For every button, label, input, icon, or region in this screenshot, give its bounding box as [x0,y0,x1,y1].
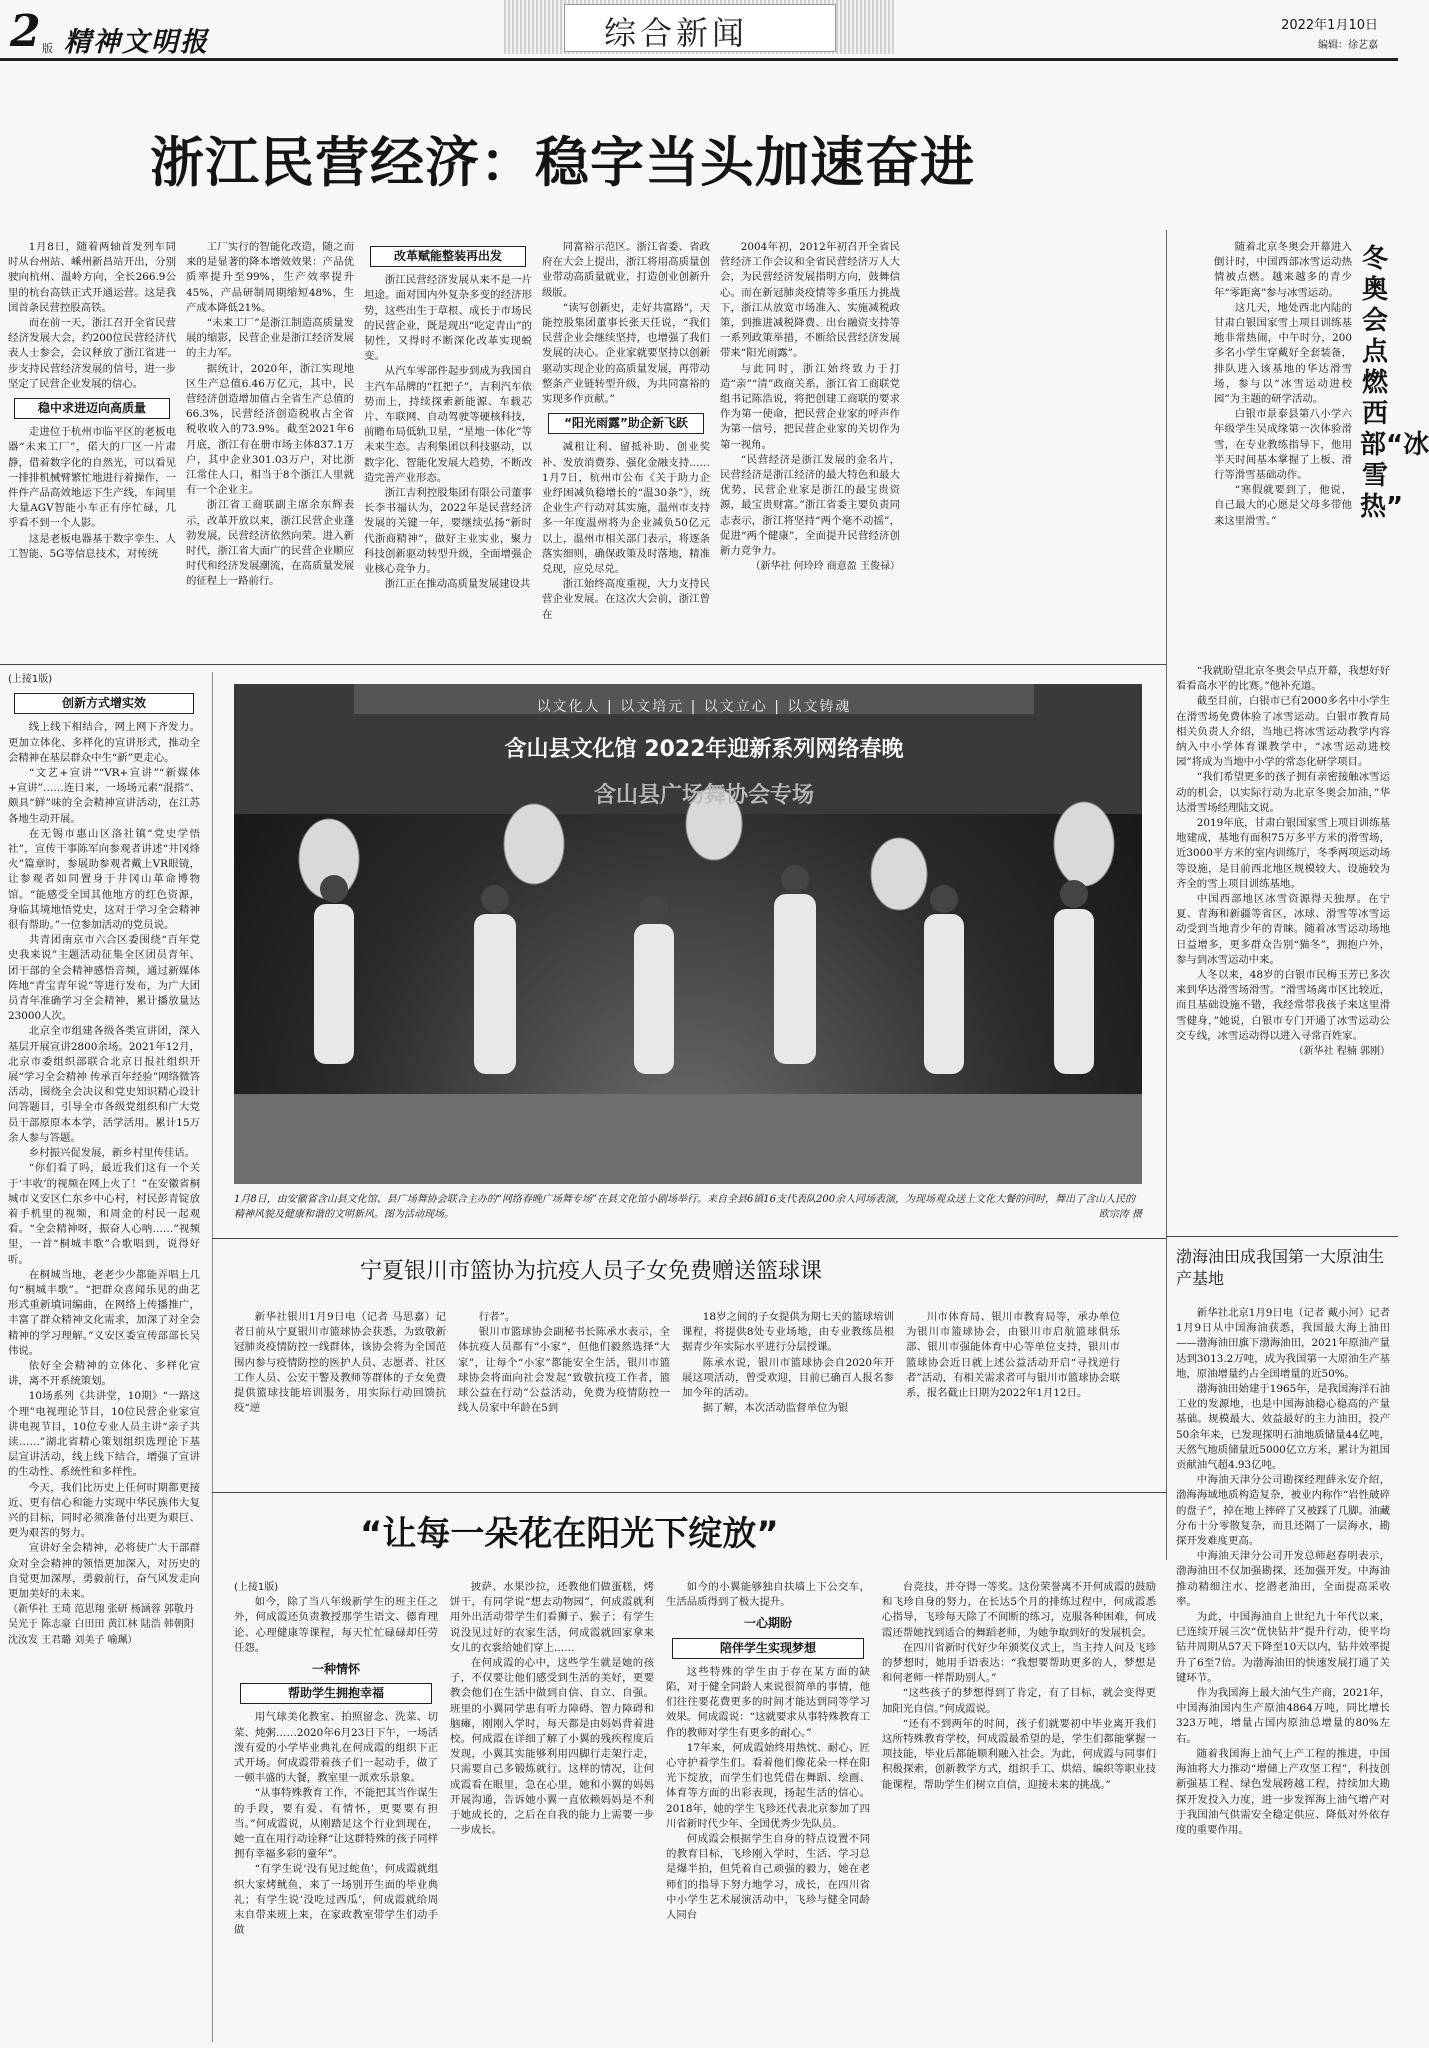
issue-date: 2022年1月10日 [1281,18,1378,33]
flower-column-2: 披萨、水果沙拉，还教他们做蛋糕，烤饼干，有同学说“想去动物园”，何成霞就利用外出活动带学生们看狮子、猴子；有学生说没见过好的农家生活，何成霞就回家拿来女儿的衣裳给她们穿上…… 在何成霞的心中，这些学生就是她的孩子，不仅要让他们感受到生活的美好，更要教会他们在生活中做到自信、自立、自强。班里的小翼同学患有听力障碍、智力障碍和脑瘫，刚刚入学时，每天都是由妈妈背着进校。何成霞在详细了解了小翼的残疾程度后发现，小翼其实能够利用四脚行走架行走，只需要自己多锻炼就行。这样的情况，让何成霞看在眼里，急在心里，她和小翼的妈妈开展沟通，告诉她小翼一直依赖妈妈是不利于她成长的，之后在自我的能力上需要一步一步成长。 [450,1581,654,1837]
flower-subhead-2-pre: 一心期盼 [743,1616,792,1631]
flower-column-4: 台竞技，并夺得一等奖。这份荣誉离不开何成霞的鼓励和飞珍自身的努力，在长达5个月的排练过程中，何成霞悉心指导，飞珍每天除了不间断的练习，克服各种困难，何成霞还帮她找到适合的舞蹈老师，为她争取到好的发展机会。 在四川省新时代好少年颁奖仪式上，当主持人问及飞珍的梦想时，她用手语表达：“我想要帮助更多的人，梦想是和何老师一样帮助别人。” “这些孩子的梦想得到了肯定，有了目标，就会变得更加阳光自信。”何成霞说。 “还有不到两年的时间，孩子们就要初中毕业离开我们这所特殊教育学校，何成霞最希望的是，学生们都能掌握一项技能，毕业后都能顺利融入社会。为此，何成霞与同事们积极探索，创新教学方式，组织手工、烘焙、编织等职业技能课程，帮助学生们树立自信，迎接未来的挑战。” [882,1581,1156,1791]
page-number: 2 [10,6,41,57]
flower-column-1: (上接1版) 如今，除了当八年级新学生的班主任之外，何成霞还负责教授那学生语文、德育理论、心理健康等课程，每天忙忙碌碌却任劳任怨。 一种情怀 帮助学生拥抱幸福 用气球美化教室、拍照留念、洗菜、切菜、炖粥……2020年6月23日下午，一场活泼有爱的小学毕业典礼在何成霞的组织下正式开场。何成霞带着孩子们一起动手，做了一顿丰盛的大餐，教室里一派欢乐景象。 “从事特殊教育工作，不能把其当作谋生的手段，要有爱、有情怀，更要要有担当。”何成霞说，从刚踏足这个行业到现在，她一直在用行动诠释“让这群特殊的孩子同样拥有幸福多彩的童年”。 “有学生说‘没有见过蛇鱼’，何成霞就组织大家烤鱿鱼，来了一场别开生面的毕业典礼；有学生说‘没吃过西瓜’，何成霞就给周末自带来班上来，在家政教室带学生们动手做 [234,1582,438,1937]
flower-headline: “让每一朵花在阳光下绽放” [360,1514,779,1554]
section-title: 综合新闻 [604,14,749,52]
oilfield-column: 新华社北京1月9日电（记者 戴小河）记者1月9日从中国海油获悉，我国最大海上油田——渤海油田旗下渤海油田，2021年原油产量达到3013.2万吨，成为我国第一大原油生产基地，原油增量约占全国增量的近50%。 渤海油田始建于1965年，是我国海洋石油工业的发源地，也是中国海油稳心稳高的产量基础。规模最大、效益最好的主力油田，投产50余年来，已发现探明石油地质储量44亿吨，天然气地质储量近5000亿立方米，累计为祖国贡献油气超4.93亿吨。 中海油天津分公司勘探经理薛永安介绍，渤海海域地质构造复杂，被业内称作“岩性破碎的盘子”，掉在地上摔碎了又被踩了几脚。油藏分布十分零散复杂，而且还隔了一层海水，勘探开发难度更高。 中海油天津分公司开发总师赵春明表示，渤海油田不仅加强勘探，还加强开发。中海油推动精细注水、挖潜老油田，全面提高采收率。 为此，中国海油自上世纪九十年代以来，已连续开展三次“优快钻井”提升行动，使平均钻井周期从57天下降至10天以内，钻井效率提升了6至7倍。为渤海油田的快速发展打通了关键环节。 作为我国海上最大油气生产商，2021年，中国海油国内生产原油4864万吨，同比增长323万吨，增量占国内原油总增量的80%左右。 随着我国海上油气上产工程的推进，中国海油将大力推动“增储上产攻坚工程”，科技创新强基工程、绿色发展跨越工程，持续加大勘探开发投入力度，进一步发挥海上油气增产对于我国油气供需安全稳定供应、降低对外依存度的重要作用。 [1176,1307,1390,1836]
lead-subhead-2: 改革赋能整装再出发 [370,246,526,267]
photo-banner-main: 含山县文化馆 2022年迎新系列网络春晚 [504,737,904,762]
stage-photo [234,684,1142,1184]
lead-subhead-1: 稳中求进迈向高质量 [14,398,170,419]
lead-column-5: 2004年初，2012年初召开全省民营经济工作会议和全省民营经济万人大会，为民营经济发展指明方向，鼓舞信心。而在新冠肺炎疫情等多重压力挑战下，浙江从放宽市场准入、实施减税政策，到推进减税降费、出台融资支持等一系列政策举措，不断给民营经济发展带来“阳光雨露”。 与此同时，浙江始终致力于打造“亲”“清”政商关系，浙江省工商联党组书记陈浩说，将把创建工商联的要求作为第一使命，把民营企业家的呼声作为第一信号，把民营企业家的关切作为第一视角。 “民营经济是浙江发展的金名片，民营经济是浙江经济的最大特色和最大优势，民营企业家是浙江的最宝贵资源，最宝贵财富。”浙江省委主要负责同志表示，浙江将坚持“两个毫不动摇”，促进“两个健康”，全面提升民营经济创新力竞争力。 （新华社 何玲玲 商意盈 王俊禄） [720,240,900,660]
lead-byline: （新华社 何玲玲 商意盈 王俊禄） [750,561,900,573]
lead-column-1: 1月8日，随着两轴首发列车同时从台州站、嵊州新昌站开出，分别驶向杭州、温岭方向，全长266.9公里的杭台高铁正式开通运营。这是我国首条民营控股高铁。 而在前一天，浙江召开全省民营经济发展大会，约200位民营经济代表人士参会，会议释放了浙江省进一步支持民营经济发展的信号，进一步坚定了民营企业发展的信心。 稳中求进迈向高质量 走进位于杭州市临平区的老板电器“未来工厂”，偌大的厂区一片肃静，借着数字化的自然光，可以看见一排排机械臂繁忙地进行着操作，一件件产品高效地运下生产线，车间里大量AGV智能小车正有序忙碌，几乎看不到一个人影。 这是老板电器基于数字孪生、人工智能、5G等信息技术，对传统 [8,241,176,560]
photo-banner-sub: 含山县广场舞协会专场 [593,783,814,808]
winter-byline: （新华社 程楠 郭刚） [1293,1046,1390,1058]
masthead [0,0,1398,64]
winter-headline: 冬奥会点燃西部“冰雪热” [1360,244,1429,522]
editor: 编辑：徐艺嘉 [1318,40,1378,51]
flower-column-3: 如今的小翼能够独自扶墙上下公交车，生活品质得到了极大提升。 一心期盼 陪伴学生实现梦想 这些特殊的学生由于存在某方面的缺陷，对于健全同龄人来说很简单的事情，他们往往要花费更多的时间才能达到同等学习效果。何成霞说：“这就要求从事特殊教育工作的教师对学生有更多的耐心。” 17年来，何成霞始终用热忱、耐心、匠心守护着学生们。看着他们像花朵一样在阳光下绽放，而学生们也凭借在舞蹈、绘画、体育等方面的出彩表现，扬起生活的信心。2018年，她的学生飞珍还代表北京参加了四川省新时代少年、全国优秀少先队员。 何成霞会根据学生自身的特点设置不同的教育目标，飞珍刚入学时，生活、学习总是爆半拍，但凭着自己顽强的毅力，她在老师们的指导下努力地学习，成长，在四川省中小学生艺术展演活动中，飞珍与健全同龄人同台 [666,1581,870,1922]
winter-column-bottom: “我就盼望北京冬奥会早点开幕，我想好好看看高水平的比赛。”他补充道。 截至目前，白银市已有2000多名中小学生在滑雪场免费体验了冰雪运动。白银市教育局相关负责人介绍，当地已将冰雪运动教学内容纳入中小学体育课教学中，“冰雪运动进校园”将成为当地中小学的常态化研学项目。 “我们希望更多的孩子拥有亲密接触冰雪运动的机会，以实际行动为北京冬奥会加油，”华达滑雪场经理陆文说。 2019年底，甘肃白银国家雪上项目训练基地建成，基地有面积75万多平方米的滑雪场，近3000平方米的室内训练厅，冬季两项运动场等设施，是目前西北地区规模较大、设施较为齐全的雪上项目训练基地。 中国西部地区冰雪资源得天独厚。在宁夏、青海和新疆等省区，冰球、滑雪等冰雪运动受到当地青少年的青睐。随着冰雪运动场地日益增多，更多群众告别“猫冬”，拥抱户外，参与到冰雪运动中来。 人冬以来，48岁的白银市民梅玉芳已多次来到华达滑雪场滑雪。“滑雪场离市区比较近，而且基础设施不错，我经常带我孩子来这里滑雪健身，”她说，白银市专门开通了冰雪运动公交专线，冰雪运动得以进入寻常百姓家。 （新华社 程楠 郭刚） [1176,664,1390,1264]
basketball-column-2: 行者”。 银川市篮球协会副秘书长陈承水表示，全体抗疫人员都有“小家”，但他们毅然选择“大家”，让每个“小家”都能安全生活，银川市篮球协会将面向社会发起“致敬抗疫工作者，篮球公益在行动”公益活动，免费为疫情防控一线人员家中年龄在5到 [458,1311,670,1415]
flower-subhead-2: 陪伴学生实现梦想 [672,1638,864,1659]
photo-banner-top: 以文化人 | 以文培元 | 以文立心 | 以文铸魂 [536,699,852,715]
winter-column-top: 随着北京冬奥会开幕进入倒计时，中国西部冰雪运动热情被点燃。越来越多的青少年“零距离”参与冰雪运动。 这几天，地处西北内陆的甘肃白银国家雪上项目训练基地非常热闹，中午时分，200多名小学生穿戴好全套装备，排队进入该基地的华达滑雪场，参与以“冰雪运动进校园”为主题的研学活动。 白银市景泰县第八小学六年级学生吴成缘第一次体验滑雪，在专业教练指导下，他用半天时间基本掌握了上板、滑行等滑雪基础动作。 “寒假就要到了，他说，自己最大的心愿是父母多带他来这里滑雪。” [1214,241,1352,527]
basketball-column-1: 新华社银川1月9日电（记者 马思嘉）记者日前从宁夏银川市篮球协会获悉，为致敬新冠肺炎疫情防控一线群体，该协会将为全国范围内参与疫情防控的医护人员、志愿者、社区工作人员、公安干警及教师等群体的子女免费提供篮球技能培训服务，用实际行动回馈抗疫“逆 [234,1311,446,1415]
lead-headline: 浙江民营经济：稳字当头加速奋进 [150,131,975,194]
left-byline: （新华社 王琦 范思翔 张研 杨涵蓉 郭敬丹 吴光于 陈志豪 白田田 黄江林 陆浩 韩朝阳 沈汝发 王君璐 刘美子 喻珮） [8,1604,194,1646]
paper-name: 精神文明报 [64,27,209,58]
section-banner [504,0,894,54]
lead-column-4: 同富裕示范区。浙江省委、省政府在大会上提出，浙江将用高质量创业带动高质量就业，打造创业创新升级版。 “读写创新史，走好共富路”，天能控股集团董事长张天任说，“我们民营企业会继续坚持，也增强了我们发展的决心。企业家就要坚持以创新驱动实现企业的高质量发展，再带动整条产业链转型升级，为共同富裕的实现多作贡献。” “阳光雨露”助企新飞跃 减租让利、留抵补助、创业奖补、发放消费券、强化金融支持……1月7日，杭州市公布《关于助力企业纾困减负稳增长的“温30条”》，统企业生产行动对其实施，温州市支持多一年度温州将为企业减负50亿元以上，温州市相关部门表示，将逐条落实细则，确保政策及时落地，精准兑现，应兑尽兑。 浙江始终高度重视，大力支持民营企业发展。在这次大会前，浙江曾在 [542,241,710,621]
left-subhead: 创新方式增实效 [14,693,194,714]
lead-column-3: 改革赋能整装再出发 浙江民营经济发展从来不是一片坦途。面对国内外复杂多变的经济形势，这些出生于草根、成长于市场民的民营企业，既是现出“吃定青山”的韧性，又得时不断深化改革实现蜕变。 从汽车零部件起步到成为我国自主汽车品牌的“扛把子”，吉利汽车依势而上，持续探索新能源、车载芯片、车联网、自动驾驶等硬核科技，前瞻布局低轨卫星，“星地一体化”等未来生态。吉利集团以科技驱动，以数字化、智能化发展大趋势，不断改造完善产业形态。 浙江吉利控股集团有限公司董事长李书福认为，2022年是民营经济发展的关键一年，要继续弘扬“新时代浙商精神”，做好主业实业，聚力科技创新驱动转型升级，全面增强企业核心竞争力。 浙江正在推动高质量发展建设共 [364,240,532,660]
basketball-column-4: 川市体育局、银川市教育局等，承办单位为银川市篮球协会，由银川市启航篮球俱乐部、银川市强能体育中心等单位支持，银川市篮球协会近日就上述公益活动开启“寻找逆行者”活动，有相关需求者可与银川市篮球协会联系，报名截止日期为2022年1月12日。 [906,1311,1120,1400]
photo-credit: 欧宗涛 摄 [1098,1209,1142,1220]
flower-subhead-1: 帮助学生拥抱幸福 [240,1683,432,1704]
oilfield-headline: 渤海油田成我国第一大原油生产基地 [1176,1247,1385,1288]
page-suffix: 版 [42,42,53,55]
basketball-headline: 宁夏银川市篮协为抗疫人员子女免费赠送篮球课 [360,1259,823,1284]
lead-subhead-3: “阳光雨露”助企新飞跃 [548,413,704,434]
continued-tag: (上接1版) [8,674,53,685]
flower-subhead-1-pre: 一种情怀 [311,1662,360,1677]
lead-column-2: 工厂实行的智能化改造，随之而来的是显著的降本增效效果：产品优质率提升至99%，生产效率提升45%，产品研制周期缩短48%，生产成本降低21%。 “未来工厂”是浙江制造高质量发展的缩影，民营企业是浙江经济发展的主力军。 据统计，2020年，浙江实现地区生产总值6.46万亿元，其中，民营经济创造增加值占全省生产总值的66.3%，民营经济创造税收占全省税收收入的73.9%。截至2021年6月底，浙江有在册市场主体837.1万户，其中企业301.03万户，对比浙江常住人口，相当于8个浙江人里就有一个企业主。 浙江省工商联副主席余东辉表示，改革开放以来，浙江民营企业蓬勃发展，民营经济依然向荣。进入新时代，浙江省大面广的民营企业顺应时代和经济发展潮流，在高质量发展的征程上一路前行。 [186,241,354,588]
basketball-column-3: 18岁之间的子女提供为期七天的篮球培训课程，将提供8处专业场地，由专业教练员根据青少年实际水平进行分层授课。 陈承水说，银川市篮球协会自2020年开展这项活动，曾受欢迎，目前已确百人报名参加今年的活动。 据了解，本次活动监督单位为银 [682,1311,894,1415]
flower-tag: (上接1版) [234,1582,279,1593]
photo-caption: 1月8日，由安徽省含山县文化馆、县广场舞协会联合主办的“网络春晚广场舞专场”在县文化馆小剧场举行。来自全县6镇16支代表队200余人同场表演，为现场观众送上文化大餐的同时，舞出了含山人民的精神风貌及健康和谐的文明新风。图为活动现场。 欧宗涛 摄 [234,1194,1142,1220]
left-continued-column: (上接1版) 创新方式增实效 线上线下相结合，网上网下齐发力。更加立体化、多样化的宣讲形式，推动全会精神在基层群众中生“新”更走心。 “文艺+宣讲”“VR+宣讲”“新媒体+宣讲”……连日来，一场场元素“混搭”、颇具“鲜”味的全会精神宣讲活动，在江苏各地生动开展。 在无锡市惠山区洛社镇“党史学悟社”，宣传干事陈军向参观者讲述“井冈烽火”篇章时，参展助参观者戴上VR眼镜，让参观者如同置身于井冈山革命博物馆。“能感受全国其他地方的红色资源，身临其境地悟党史，这对于学习全会精神很有帮助。”一位参加活动的党员说。 共青团南京市六合区委围绕“百年党史我来说”主题活动征集全区团员青年、团干部的全会精神感悟音频，通过新媒体阵地“青宝青年说”等进行发布，为广大团员青年准确学习全会精神，累计播放量达23000人次。 北京全市组建各级各类宣讲团，深入基层开展宣讲2800余场。2021年12月，北京市委组织部联合北京日报社组织开展“学习全会精神 传承百年经验”网络微答活动，围绕全会决议和党史知识精心设计问答题目，引导全市各级党组织和广大党员干部原原本本学，活学活用。累计15万余人参与答题。 乡村振兴促发展，新乡村里传佳话。 “你们看了吗，最近我们这有一个关于‘丰收’的视频在网上火了！”在安徽省桐城市义安区仁东乡中心村，村民彭青锭放着手机里的视频，和周金的村民一起观看。“全会精神呀，振奋人心呐……”视频里，一首“桐城丰歌”合歌唱到，说得好听。 在桐城当地，老老少少都能弄唱上几句“桐城丰歌”。“把群众喜闻乐见的曲艺形式重新填词编曲，在网络上传播推广，丰富了群众精神文化需求，加深了对全会精神的学习理解。”义安区委宣传部部长吴伟说。 依好全会精神的立体化、多样化宣讲，离不开系统策划。 10场系列《共讲堂，10期》“一路这个理”电视理论节目，10位民营企业家宣讲电视节目，10位专业人员主讲“亲子共读……”湖北省精心策划组织选理论下基层宣讲活动，线上线下结合，增强了宣讲的生动性、系统性和多样性。 今天，我们比历史上任何时期都更接近、更有信心和能力实现中华民族伟大复兴的目标，同时必须准备付出更为艰巨、更为艰苦的努力。 宣讲好全会精神，必将使广大干部群众对全会精神的领悟更加深入，对历史的自觉更加深厚，勇毅前行，奋气风发走向更加美好的未来。 （新华社 王琦 范思翔 张研 杨涵蓉 郭敬丹 吴光于 陈志豪 白田田 黄江林 陆浩 韩朝阳 沈汝发 王君璐 刘美子 喻珮） [8,672,200,2042]
